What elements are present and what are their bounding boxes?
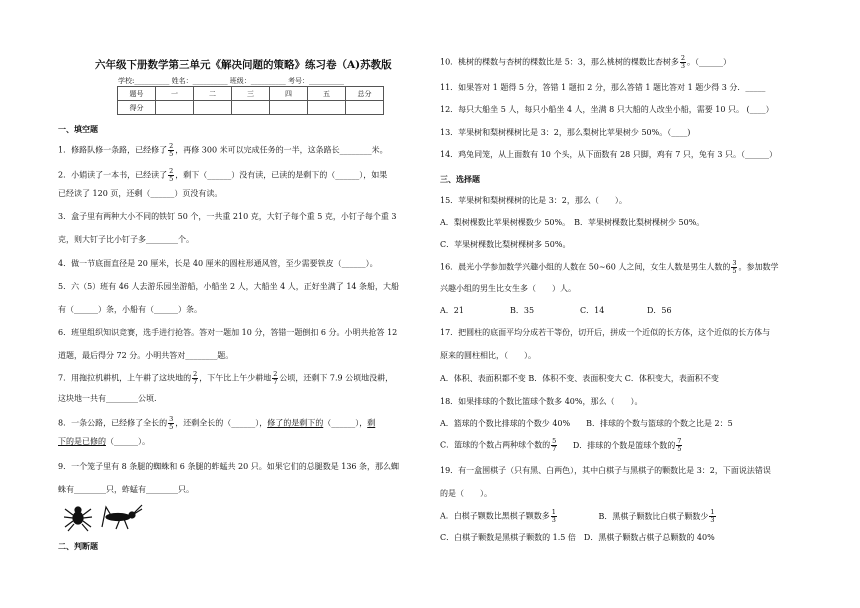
section-fill-heading: 一、填空题: [58, 124, 98, 134]
question-6-cont: 道题，最后得分 72 分。小明共答对________题。: [58, 351, 234, 360]
question-17-cont: 原来的圆柱相比，（ ）。: [440, 351, 536, 360]
q2-text: ，剩下（______）没有读，已读的是剩下的（______），如果: [175, 170, 388, 180]
score-cell[interactable]: [232, 101, 270, 115]
spider-grasshopper-illustration: [62, 503, 144, 533]
denominator: 3: [551, 516, 556, 524]
numerator: 3: [169, 415, 174, 423]
grasshopper-icon: [102, 505, 142, 529]
score-cell[interactable]: [194, 101, 232, 115]
score-cell[interactable]: [308, 101, 346, 115]
question-8: [58, 416, 375, 431]
numerator: 1: [710, 508, 715, 516]
question-16-cont: 兴趣小组的男生比女生多（ ）人。: [440, 284, 576, 293]
question-19-cont: 的是（ ）。: [440, 489, 492, 498]
option-b[interactable]: B．35: [510, 306, 535, 315]
option-a[interactable]: A．21: [440, 306, 464, 315]
score-row-label: 得分: [118, 101, 156, 115]
question-18: 18．如果排球的个数比篮球个数多 40%，那么（ ）。: [440, 397, 643, 406]
question-5-cont: 有（______）条，小船有（______）条。: [58, 305, 202, 314]
question-15: 15．苹果树和梨树棵树的比是 3：2，那么（ ）。: [440, 196, 627, 205]
numerator: 2: [193, 370, 198, 378]
question-8-cont: [58, 437, 150, 447]
score-header-cell: 四: [270, 87, 308, 101]
denominator: 5: [677, 445, 682, 453]
question-19-options-cd: C．白棋子颗数是黑棋子颗数的 1.5 倍 D．黑棋子颗数占棋子总颗数的 40%: [440, 533, 715, 542]
question-10: [440, 55, 731, 70]
denominator: 7: [193, 378, 198, 386]
score-header-cell: 二: [194, 87, 232, 101]
q19-option-b[interactable]: B．黑棋子颗数比白棋子颗数少: [598, 511, 709, 521]
score-header-cell: 五: [308, 87, 346, 101]
q8-text: （______），: [323, 418, 368, 428]
question-4: 4．做一节底面直径是 20 厘米，长是 40 厘米的圆柱形通风管，至少需要铁皮（______）。: [58, 259, 378, 268]
section-judge-heading: 二、判断题: [58, 541, 98, 551]
question-19: 19．有一盒围棋子（只有黑、白两色），其中白棋子与黑棋子的颗数比是 3：2，下面说法错误: [440, 466, 771, 475]
numerator: 2: [169, 167, 174, 175]
numerator: 2: [273, 370, 278, 378]
page-title: 六年级下册数学第三单元《解决问题的策略》练习卷（A)苏教版: [95, 59, 392, 71]
question-17-options: A．体积、表面积都不变 B．体积不变、表面积变大 C．体积变大，表面积不变: [440, 374, 719, 383]
fraction: [676, 438, 682, 453]
score-header-cell: 一: [156, 87, 194, 101]
q2-text: 2．小娟读了一本书，已经读了: [58, 170, 168, 180]
question-19-options-ab: [440, 509, 717, 524]
q10-text: 。（______）: [687, 57, 732, 67]
q7-text: 7．用拖拉机耕机，上午耕了这块地的: [58, 373, 192, 383]
fraction: [731, 260, 737, 275]
question-13: 13．苹果树和梨树棵树比是 3：2，那么梨树比苹果树少 50%。（____): [440, 128, 691, 137]
denominator: 5: [169, 175, 174, 183]
q16-text: 。参加数学: [738, 262, 779, 272]
denominator: 5: [169, 423, 174, 431]
question-17: 17．把圆柱的底面平均分成若干等份，切开后，拼成一个近似的长方体，这个近似的长方体与: [440, 328, 771, 337]
spider-icon: [64, 507, 92, 531]
fraction: [680, 55, 686, 70]
question-7-cont: 这块地一共有________公顷.: [58, 394, 157, 403]
q7-text: 公顷，还剩下 7.9 公顷地没耕，: [279, 373, 394, 383]
q8-text: ，还剩全长的（______），: [175, 418, 268, 428]
question-1: [58, 143, 388, 158]
option-c[interactable]: C．14: [580, 306, 605, 315]
numerator: 2: [680, 54, 686, 62]
score-cell[interactable]: [270, 101, 308, 115]
score-table-score-row: [118, 101, 384, 115]
question-2-cont: 已经读了 120 页，还剩（______）页没有读。: [58, 189, 223, 198]
fraction: [192, 371, 198, 386]
fraction: [168, 143, 174, 158]
q18-option-d[interactable]: D．排球的个数是篮球个数的: [572, 440, 676, 450]
score-table: [117, 86, 384, 115]
question-11: 11．如果答对 1 题得 5 分，答错 1 题扣 2 分，那么答错 1 题比答对 1 题少得 3 分．_____: [440, 83, 766, 92]
question-9: 9．一个笼子里有 8 条腿的蜘蛛和 6 条腿的蚱蜢共 20 只。如果它们的总腿数是 136 条，那么蜘: [58, 462, 400, 471]
question-2: [58, 168, 387, 183]
numerator: 1: [551, 508, 556, 516]
question-15-option-c: C．苹果树棵数比梨树棵树多 50%。: [440, 240, 571, 249]
q8-underlined: 修了的是剩下的: [267, 418, 324, 428]
question-18-options-cd: [440, 438, 683, 453]
score-header-cell: 总分: [346, 87, 384, 101]
score-header-cell: 题号: [118, 87, 156, 101]
denominator: 3: [710, 516, 715, 524]
denominator: 7: [552, 445, 557, 453]
score-header-cell: 三: [232, 87, 270, 101]
q16-text: 16．晨光小学参加数学兴趣小组的人数在 50~60 人之间，女生人数是男生人数的: [440, 262, 731, 272]
numerator: 3: [732, 259, 737, 267]
question-6: 6．班里组织知识竞赛，选手进行抢答。答对一题加 10 分，答错一题倒扣 6 分。小明共抢答 12: [58, 328, 398, 337]
question-16: [440, 260, 778, 275]
question-12: 12．每只大船坐 5 人，每只小船坐 4 人，坐满 8 只大船的人改坐小船，需要 10 只。 (____）: [440, 105, 774, 114]
question-15-options-ab: A．梨树棵数比苹果树棵数少 50%。 B．苹果树棵数比梨树棵树少 50%。: [440, 218, 705, 227]
section-choice-heading: 三、选择题: [440, 174, 480, 184]
score-table-header-row: [118, 87, 384, 101]
q10-text: 10．桃树的棵数与杏树的棵数比是 5：3，那么桃树的棵数比杏树多: [440, 57, 679, 67]
q1-text: ，再修 300 米可以完成任务的一半，这条路长________米。: [175, 145, 388, 155]
student-info-line: 学校:__________ 姓名：__________ 班级：__________ 考号：__________: [118, 77, 345, 85]
question-18-options-ab: A．篮球的个数比排球的个数少 40% B．排球的个数与篮球的个数之比是 2：5: [440, 419, 733, 428]
q1-text: 1．修路队修一条路，已经修了: [58, 145, 168, 155]
q18-option-c[interactable]: C．篮球的个数占两种球个数的: [440, 440, 551, 450]
question-7: [58, 371, 393, 386]
option-d[interactable]: D．56: [647, 306, 672, 315]
q7-text: ，下午比上午少耕地: [199, 373, 272, 383]
question-14: 14．鸡兔同笼，从上面数有 10 个头，从下面数有 28 只脚，鸡有 7 只，兔有 3 只。（______）: [440, 150, 778, 159]
score-cell[interactable]: [156, 101, 194, 115]
numerator: 5: [552, 437, 557, 445]
question-3-cont: 克，则大钉子比小钉子多________个。: [58, 235, 194, 244]
fraction: [709, 509, 715, 524]
question-5: 5．六（5）班有 46 人去游乐园坐游船，小船坐 2 人，大船坐 4 人，正好坐满了 14 条船，大船: [58, 282, 400, 291]
denominator: 5: [732, 267, 737, 275]
fraction: [168, 168, 174, 183]
fraction: [168, 416, 174, 431]
denominator: 3: [680, 62, 686, 70]
numerator: 2: [169, 142, 174, 150]
score-cell[interactable]: [346, 101, 384, 115]
q8-text: 8．一条公路，已经修了全长的: [58, 418, 168, 428]
numerator: 7: [677, 437, 682, 445]
fraction: [551, 509, 557, 524]
q19-option-a[interactable]: A．白棋子颗数比黑棋子颗数多: [440, 511, 550, 521]
fraction: [551, 438, 557, 453]
q8-text: （______）。: [106, 437, 150, 446]
fraction: [272, 371, 278, 386]
question-9-cont: 蛛有________只，蚱蜢有________只。: [58, 485, 194, 494]
denominator: 7: [273, 378, 278, 386]
question-3: 3．盒子里有两种大小不同的铁钉 50 个，一共重 210 克，大钉子每个重 5 克，小钉子每个重 3: [58, 212, 397, 221]
denominator: 5: [169, 150, 174, 158]
q8-underlined: 下的是已修的: [58, 437, 106, 446]
q8-underlined: 剩: [367, 418, 376, 428]
